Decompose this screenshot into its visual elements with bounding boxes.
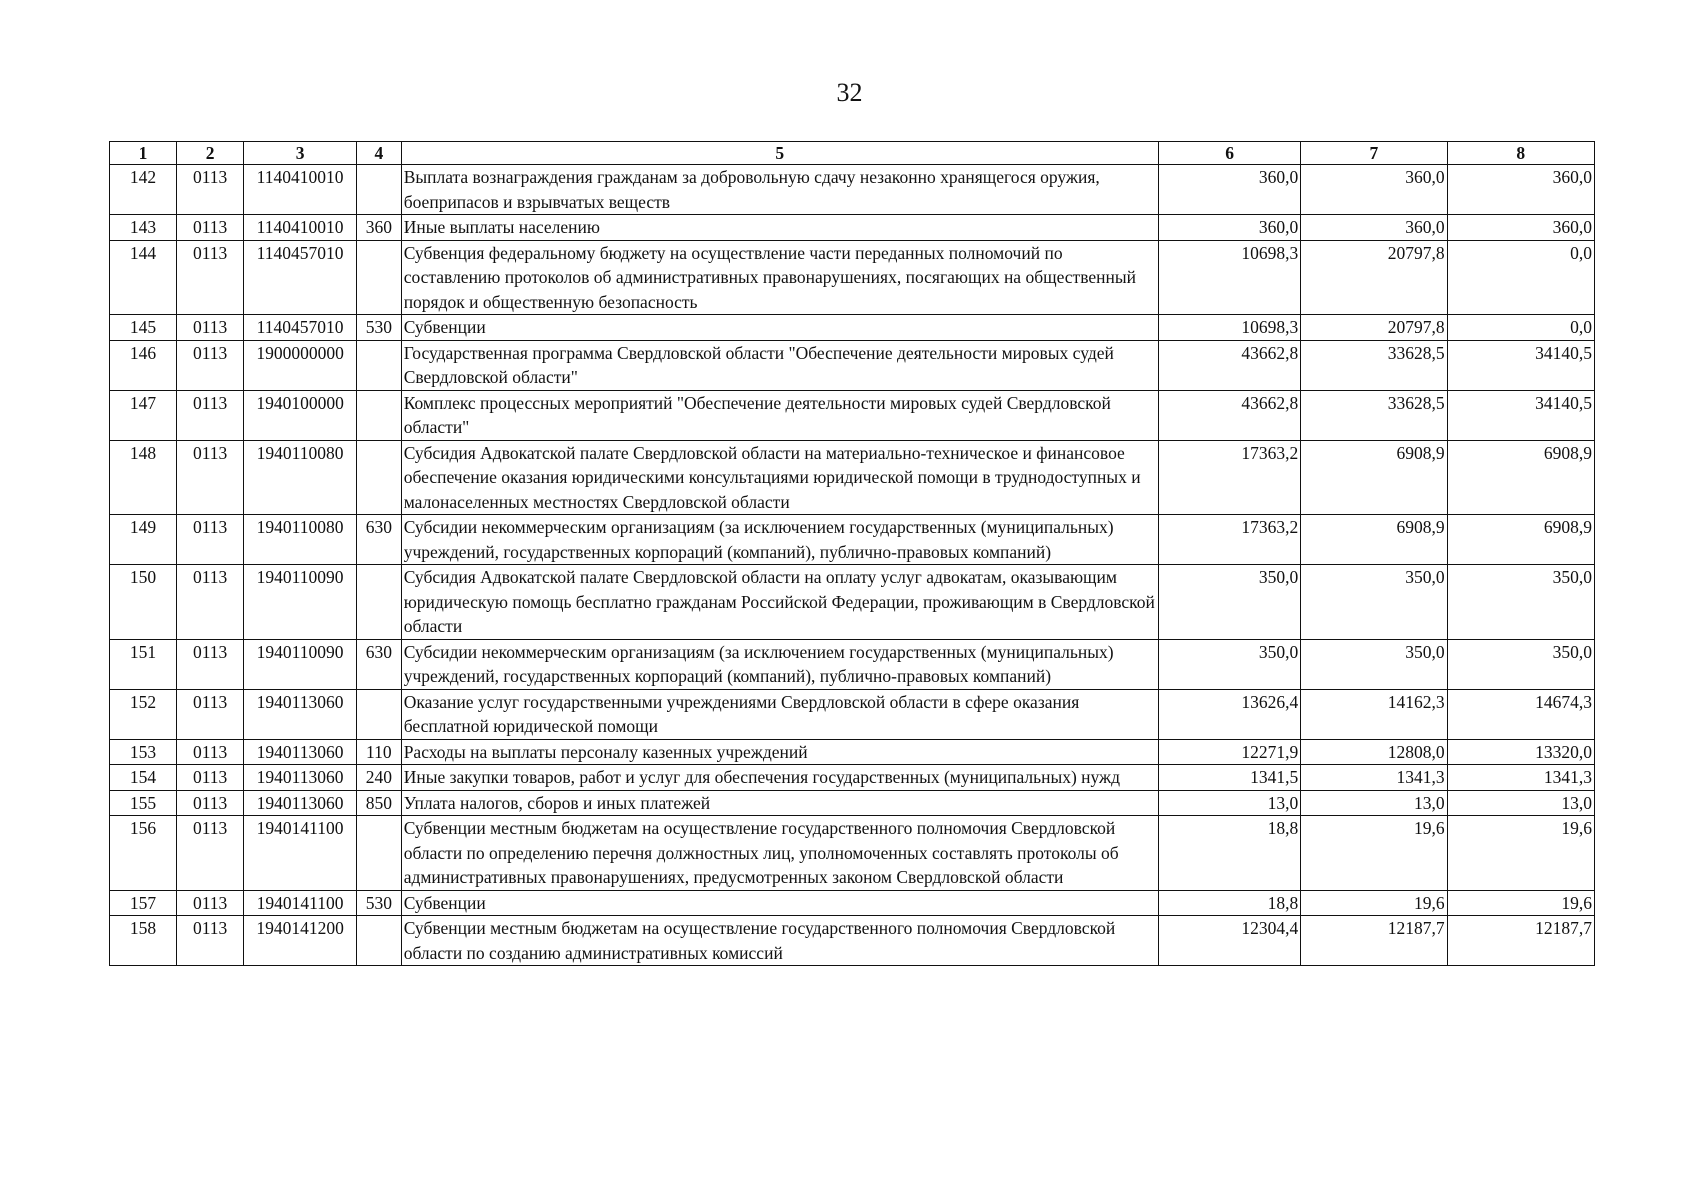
- description-cell: Субвенции: [401, 315, 1158, 341]
- amount-col6-cell: 10698,3: [1158, 240, 1300, 315]
- row-number-cell: 154: [110, 765, 177, 791]
- amount-col6-cell: 13,0: [1158, 790, 1300, 816]
- table-row: [110, 816, 1595, 891]
- expense-type-cell: 530: [356, 890, 401, 916]
- table-row: [110, 515, 1595, 565]
- table-row: [110, 240, 1595, 315]
- target-code-cell: 1940141200: [244, 916, 357, 966]
- expense-type-cell: [356, 390, 401, 440]
- amount-col6-cell: 18,8: [1158, 816, 1300, 891]
- amount-col8-cell: 0,0: [1447, 315, 1594, 341]
- table-row: [110, 890, 1595, 916]
- row-number-cell: 150: [110, 565, 177, 640]
- amount-col7-cell: 6908,9: [1301, 440, 1447, 515]
- description-cell: Субсидии некоммерческим организациям (за исключением государственных (муниципальных) учреждений, государственных корпораций (компаний), публично-правовых компаний): [401, 515, 1158, 565]
- section-code-cell: 0113: [177, 916, 244, 966]
- section-code-cell: 0113: [177, 340, 244, 390]
- row-number-cell: 143: [110, 215, 177, 241]
- target-code-cell: 1940141100: [244, 816, 357, 891]
- section-code-cell: 0113: [177, 565, 244, 640]
- amount-col8-cell: 34140,5: [1447, 340, 1594, 390]
- section-code-cell: 0113: [177, 165, 244, 215]
- table-row: [110, 340, 1595, 390]
- table-row: [110, 440, 1595, 515]
- amount-col8-cell: 6908,9: [1447, 515, 1594, 565]
- expense-type-cell: 850: [356, 790, 401, 816]
- row-number-cell: 148: [110, 440, 177, 515]
- description-cell: Уплата налогов, сборов и иных платежей: [401, 790, 1158, 816]
- row-number-cell: 145: [110, 315, 177, 341]
- amount-col7-cell: 19,6: [1301, 816, 1447, 891]
- row-number-cell: 158: [110, 916, 177, 966]
- amount-col7-cell: 33628,5: [1301, 390, 1447, 440]
- description-cell: Иные выплаты населению: [401, 215, 1158, 241]
- table-row: [110, 739, 1595, 765]
- expense-type-cell: [356, 916, 401, 966]
- row-number-cell: 153: [110, 739, 177, 765]
- expense-type-cell: 530: [356, 315, 401, 341]
- description-cell: Оказание услуг государственными учреждениями Свердловской области в сфере оказания бесплатной юридической помощи: [401, 689, 1158, 739]
- description-cell: Расходы на выплаты персоналу казенных учреждений: [401, 739, 1158, 765]
- amount-col8-cell: 1341,3: [1447, 765, 1594, 791]
- amount-col8-cell: 12187,7: [1447, 916, 1594, 966]
- amount-col6-cell: 10698,3: [1158, 315, 1300, 341]
- section-code-cell: 0113: [177, 515, 244, 565]
- amount-col8-cell: 350,0: [1447, 565, 1594, 640]
- expense-type-cell: 630: [356, 639, 401, 689]
- target-code-cell: 1140410010: [244, 215, 357, 241]
- row-number-cell: 149: [110, 515, 177, 565]
- description-cell: Иные закупки товаров, работ и услуг для обеспечения государственных (муниципальных) нужд: [401, 765, 1158, 791]
- section-code-cell: 0113: [177, 639, 244, 689]
- table-row: [110, 790, 1595, 816]
- amount-col8-cell: 19,6: [1447, 816, 1594, 891]
- row-number-cell: 144: [110, 240, 177, 315]
- row-number-cell: 152: [110, 689, 177, 739]
- expense-type-cell: [356, 165, 401, 215]
- amount-col7-cell: 350,0: [1301, 639, 1447, 689]
- amount-col7-cell: 19,6: [1301, 890, 1447, 916]
- table-row: [110, 565, 1595, 640]
- description-cell: Комплекс процессных мероприятий "Обеспечение деятельности мировых судей Свердловской области": [401, 390, 1158, 440]
- amount-col7-cell: 13,0: [1301, 790, 1447, 816]
- amount-col7-cell: 20797,8: [1301, 315, 1447, 341]
- amount-col6-cell: 350,0: [1158, 565, 1300, 640]
- expense-type-cell: [356, 340, 401, 390]
- header-cell-6: 6: [1158, 142, 1300, 165]
- row-number-cell: 146: [110, 340, 177, 390]
- header-cell-5: 5: [401, 142, 1158, 165]
- target-code-cell: 1940110090: [244, 639, 357, 689]
- description-cell: Субсидии некоммерческим организациям (за исключением государственных (муниципальных) учреждений, государственных корпораций (компаний), публично-правовых компаний): [401, 639, 1158, 689]
- expense-type-cell: 240: [356, 765, 401, 791]
- amount-col6-cell: 43662,8: [1158, 340, 1300, 390]
- target-code-cell: 1940113060: [244, 765, 357, 791]
- amount-col7-cell: 20797,8: [1301, 240, 1447, 315]
- target-code-cell: 1140457010: [244, 240, 357, 315]
- row-number-cell: 156: [110, 816, 177, 891]
- table-row: [110, 215, 1595, 241]
- header-cell-4: 4: [356, 142, 401, 165]
- amount-col8-cell: 19,6: [1447, 890, 1594, 916]
- amount-col8-cell: 350,0: [1447, 639, 1594, 689]
- expense-type-cell: 110: [356, 739, 401, 765]
- expense-type-cell: [356, 440, 401, 515]
- amount-col6-cell: 18,8: [1158, 890, 1300, 916]
- section-code-cell: 0113: [177, 440, 244, 515]
- section-code-cell: 0113: [177, 315, 244, 341]
- description-cell: Субвенции местным бюджетам на осуществление государственного полномочия Свердловской области по созданию административных комиссий: [401, 916, 1158, 966]
- section-code-cell: 0113: [177, 215, 244, 241]
- section-code-cell: 0113: [177, 890, 244, 916]
- target-code-cell: 1940113060: [244, 689, 357, 739]
- amount-col8-cell: 0,0: [1447, 240, 1594, 315]
- amount-col8-cell: 13,0: [1447, 790, 1594, 816]
- row-number-cell: 147: [110, 390, 177, 440]
- header-cell-1: 1: [110, 142, 177, 165]
- amount-col7-cell: 360,0: [1301, 165, 1447, 215]
- table-row: [110, 765, 1595, 791]
- amount-col7-cell: 350,0: [1301, 565, 1447, 640]
- description-cell: Государственная программа Свердловской области "Обеспечение деятельности мировых судей Свердловской области": [401, 340, 1158, 390]
- row-number-cell: 142: [110, 165, 177, 215]
- expense-type-cell: [356, 565, 401, 640]
- amount-col6-cell: 1341,5: [1158, 765, 1300, 791]
- target-code-cell: 1940113060: [244, 739, 357, 765]
- section-code-cell: 0113: [177, 390, 244, 440]
- section-code-cell: 0113: [177, 790, 244, 816]
- header-row: [110, 142, 1595, 165]
- amount-col8-cell: 13320,0: [1447, 739, 1594, 765]
- table-row: [110, 165, 1595, 215]
- header-cell-2: 2: [177, 142, 244, 165]
- target-code-cell: 1140457010: [244, 315, 357, 341]
- amount-col7-cell: 33628,5: [1301, 340, 1447, 390]
- table-row: [110, 689, 1595, 739]
- budget-table: [109, 141, 1595, 966]
- amount-col6-cell: 43662,8: [1158, 390, 1300, 440]
- amount-col6-cell: 12304,4: [1158, 916, 1300, 966]
- header-cell-8: 8: [1447, 142, 1594, 165]
- amount-col8-cell: 34140,5: [1447, 390, 1594, 440]
- amount-col7-cell: 6908,9: [1301, 515, 1447, 565]
- row-number-cell: 151: [110, 639, 177, 689]
- target-code-cell: 1140410010: [244, 165, 357, 215]
- amount-col8-cell: 360,0: [1447, 165, 1594, 215]
- amount-col8-cell: 6908,9: [1447, 440, 1594, 515]
- target-code-cell: 1940100000: [244, 390, 357, 440]
- section-code-cell: 0113: [177, 765, 244, 791]
- header-cell-7: 7: [1301, 142, 1447, 165]
- amount-col7-cell: 1341,3: [1301, 765, 1447, 791]
- amount-col7-cell: 360,0: [1301, 215, 1447, 241]
- expense-type-cell: [356, 240, 401, 315]
- section-code-cell: 0113: [177, 739, 244, 765]
- amount-col8-cell: 360,0: [1447, 215, 1594, 241]
- section-code-cell: 0113: [177, 240, 244, 315]
- description-cell: Субсидия Адвокатской палате Свердловской области на материально-техническое и финансовое обеспечение оказания юридическими консультациями юридической помощи в труднодоступных и малонаселенных местностях Свердловской области: [401, 440, 1158, 515]
- expense-type-cell: 360: [356, 215, 401, 241]
- description-cell: Субвенции местным бюджетам на осуществление государственного полномочия Свердловской области по определению перечня должностных лиц, уполномоченных составлять протоколы об административных правонарушениях, предусмотренных законом Свердловской области: [401, 816, 1158, 891]
- table-row: [110, 639, 1595, 689]
- amount-col6-cell: 350,0: [1158, 639, 1300, 689]
- amount-col6-cell: 12271,9: [1158, 739, 1300, 765]
- target-code-cell: 1940110090: [244, 565, 357, 640]
- target-code-cell: 1940113060: [244, 790, 357, 816]
- amount-col7-cell: 12187,7: [1301, 916, 1447, 966]
- table-row: [110, 315, 1595, 341]
- amount-col6-cell: 13626,4: [1158, 689, 1300, 739]
- expense-type-cell: [356, 816, 401, 891]
- description-cell: Субсидия Адвокатской палате Свердловской области на оплату услуг адвокатам, оказывающим юридическую помощь бесплатно гражданам Российской Федерации, проживающим в Свердловской области: [401, 565, 1158, 640]
- amount-col7-cell: 14162,3: [1301, 689, 1447, 739]
- amount-col6-cell: 360,0: [1158, 215, 1300, 241]
- amount-col8-cell: 14674,3: [1447, 689, 1594, 739]
- amount-col6-cell: 360,0: [1158, 165, 1300, 215]
- row-number-cell: 157: [110, 890, 177, 916]
- row-number-cell: 155: [110, 790, 177, 816]
- target-code-cell: 1940110080: [244, 515, 357, 565]
- target-code-cell: 1900000000: [244, 340, 357, 390]
- page-number: 32: [836, 78, 863, 107]
- amount-col6-cell: 17363,2: [1158, 440, 1300, 515]
- description-cell: Субвенции: [401, 890, 1158, 916]
- expense-type-cell: 630: [356, 515, 401, 565]
- expense-type-cell: [356, 689, 401, 739]
- section-code-cell: 0113: [177, 689, 244, 739]
- description-cell: Субвенция федеральному бюджету на осуществление части переданных полномочий по составлению протоколов об административных правонарушениях, посягающих на общественный порядок и общественную безопасность: [401, 240, 1158, 315]
- amount-col6-cell: 17363,2: [1158, 515, 1300, 565]
- section-code-cell: 0113: [177, 816, 244, 891]
- table-row: [110, 916, 1595, 966]
- target-code-cell: 1940141100: [244, 890, 357, 916]
- description-cell: Выплата вознаграждения гражданам за добровольную сдачу незаконно хранящегося оружия, боеприпасов и взрывчатых веществ: [401, 165, 1158, 215]
- amount-col7-cell: 12808,0: [1301, 739, 1447, 765]
- table-row: [110, 390, 1595, 440]
- header-cell-3: 3: [244, 142, 357, 165]
- target-code-cell: 1940110080: [244, 440, 357, 515]
